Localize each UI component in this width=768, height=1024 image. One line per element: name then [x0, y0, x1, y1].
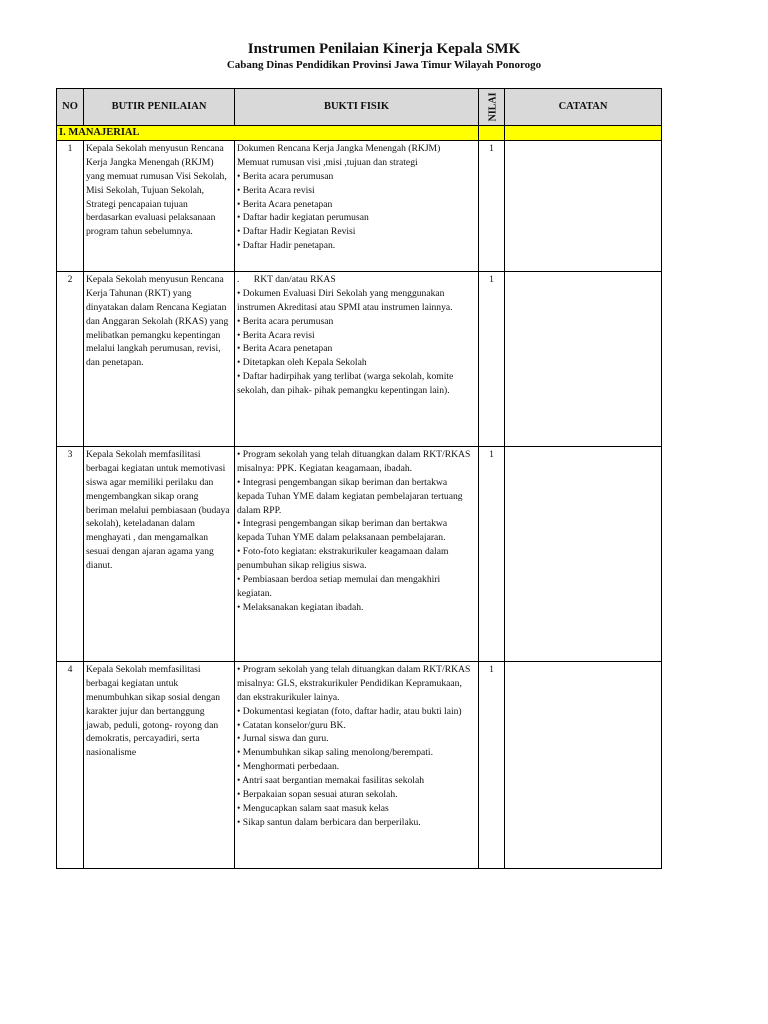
nilai-cell: 1 — [479, 446, 505, 661]
bukti-line: • Pembiasaan berdoa setiap memulai dan mengakhiri kegiatan. — [237, 574, 441, 599]
section-nilai-cell — [479, 126, 505, 141]
butir-penilaian-cell: Kepala Sekolah menyusun Rencana Kerja Tahunan (RKT) yang dinyatakan dalam Rencana Kegiatan dan Anggaran Sekolah (RKAS) yang melibatkan pemangku kepentingan melalui langkah perumusan, revisi, dan penetapan. — [84, 271, 235, 446]
bukti-line: • Dokumentasi kegiatan (foto, daftar hadir, atau bukti lain) — [237, 705, 462, 717]
bukti-line: • Berita Acara penetapan — [237, 343, 333, 355]
table-header-row — [57, 89, 662, 126]
bukti-line: • Integrasi pengembangan sikap beriman dan bertakwa kepada Tuhan YME dalam pelaksanaan pembelajaran. — [237, 518, 448, 544]
bukti-line: • Ditetapkan oleh Kepala Sekolah — [237, 357, 367, 369]
bukti-line: • Sikap santun dalam berbicara dan berperilaku. — [237, 816, 421, 828]
bukti-line: • Jurnal siswa dan guru. — [237, 733, 329, 745]
bukti-line: • Daftar Hadir penetapan. — [237, 240, 336, 252]
section-row-manajerial — [57, 126, 662, 141]
col-header-nilai — [479, 89, 505, 126]
butir-penilaian-cell: Kepala Sekolah memfasilitasi berbagai kegiatan untuk memotivasi siswa agar memiliki perilaku dan mengembangkan sikap orang beriman melalui pembiasaan (budaya sekolah), keteladanan dalam menghayati , dan mengamalkan sesuai dengan ajaran agama yang dianut. — [84, 446, 235, 661]
bukti-line: • Berita Acara revisi — [237, 329, 315, 341]
bukti-line: • Mengucapkan salam saat masuk kelas — [237, 802, 389, 814]
assessment-table — [56, 88, 662, 869]
col-header-bukti: BUKTI FISIK — [235, 89, 479, 126]
bukti-line: • Dokumen Evaluasi Diri Sekolah yang menggunakan instrumen Akreditasi atau SPMI atau instrumen lainnya. — [237, 287, 453, 313]
row-number: 1 — [57, 140, 84, 271]
bukti-line: • Program sekolah yang telah dituangkan dalam RKT/RKAS misalnya: PPK. Kegiatan keagamaan, ibadah. — [237, 448, 471, 474]
bukti-line: • Melaksanakan kegiatan ibadah. — [237, 601, 364, 613]
bukti-line: • Program sekolah yang telah dituangkan dalam RKT/RKAS misalnya: GLS, ekstrakurikuler Pendidikan Kepramukaan, dan ekstrakurikuler lainya. — [237, 663, 471, 703]
document-subtitle: Cabang Dinas Pendidikan Provinsi Jawa Timur Wilayah Ponorogo — [226, 59, 542, 71]
bukti-line: Memuat rumusan visi ,misi ,tujuan dan strategi — [237, 156, 418, 168]
bukti-line: • Antri saat bergantian memakai fasilitas sekolah — [237, 775, 425, 787]
bukti-line: • Menumbuhkan sikap saling menolong/berempati. — [237, 747, 433, 759]
table-row — [57, 661, 662, 868]
bukti-line: • Catatan konselor/guru BK. — [237, 719, 346, 731]
bukti-fisik-cell — [235, 271, 479, 446]
nilai-cell: 1 — [479, 140, 505, 271]
section-catatan-cell — [505, 126, 662, 141]
bukti-line: • Berita acara perumusan — [237, 315, 334, 327]
bukti-line: Dokumen Rencana Kerja Jangka Menengah (RKJM) — [237, 142, 441, 154]
table-row — [57, 446, 662, 661]
bukti-fisik-cell — [235, 446, 479, 661]
bukti-line: • Daftar Hadir Kegiatan Revisi — [237, 226, 356, 238]
col-header-catatan: CATATAN — [505, 89, 662, 126]
bukti-line: • Integrasi pengembangan sikap beriman dan bertakwa kepada Tuhan YME dalam kegiatan pembelajaran tertuang dalam RPP. — [237, 476, 463, 516]
row-number: 2 — [57, 271, 84, 446]
catatan-cell — [505, 140, 662, 271]
col-header-butir: BUTIR PENILAIAN — [84, 89, 235, 126]
bukti-line: • Daftar hadirpihak yang terlibat (warga sekolah, komite sekolah, dan pihak- pihak pemangku kepentingan lain). — [237, 371, 454, 397]
catatan-cell — [505, 271, 662, 446]
bukti-line: • Berita Acara penetapan — [237, 198, 333, 210]
bukti-fisik-cell — [235, 661, 479, 868]
col-header-no: NO — [57, 89, 84, 126]
table-row — [57, 140, 662, 271]
bukti-line: • Daftar hadir kegiatan perumusan — [237, 212, 369, 224]
bukti-line: • Berpakaian sopan sesuai aturan sekolah. — [237, 789, 398, 801]
document-title: Instrumen Penilaian Kinerja Kepala SMK — [247, 41, 521, 57]
butir-penilaian-cell: Kepala Sekolah memfasilitasi berbagai kegiatan untuk menumbuhkan sikap sosial dengan karakter jujur dan bertanggung jawab, peduli, gotong- royong dan demokratis, percayadiri, serta nasionalisme — [84, 661, 235, 868]
row-number: 4 — [57, 661, 84, 868]
table-row — [57, 271, 662, 446]
row-number: 3 — [57, 446, 84, 661]
bukti-line: • Menghormati perbedaan. — [237, 761, 340, 773]
bukti-line: . RKT dan/atau RKAS — [237, 273, 336, 285]
bukti-line: • Foto-foto kegiatan: ekstrakurikuler keagamaan dalam penumbuhan sikap religius siswa. — [237, 546, 449, 572]
bukti-line: • Berita acara perumusan — [237, 170, 334, 182]
catatan-cell — [505, 446, 662, 661]
bukti-line: • Berita Acara revisi — [237, 184, 315, 196]
section-label: I. MANAJERIAL — [57, 126, 479, 141]
nilai-vertical-label: NILAI — [487, 92, 499, 122]
butir-penilaian-cell: Kepala Sekolah menyusun Rencana Kerja Jangka Menengah (RKJM) yang memuat rumusan Visi Sekolah, Misi Sekolah, Tujuan Sekolah, Strategi pencapaian tujuan berdasarkan evaluasi pelaksanaan program tahun sebelumnya. — [84, 140, 235, 271]
catatan-cell — [505, 661, 662, 868]
nilai-cell: 1 — [479, 661, 505, 868]
bukti-fisik-cell — [235, 140, 479, 271]
nilai-cell: 1 — [479, 271, 505, 446]
